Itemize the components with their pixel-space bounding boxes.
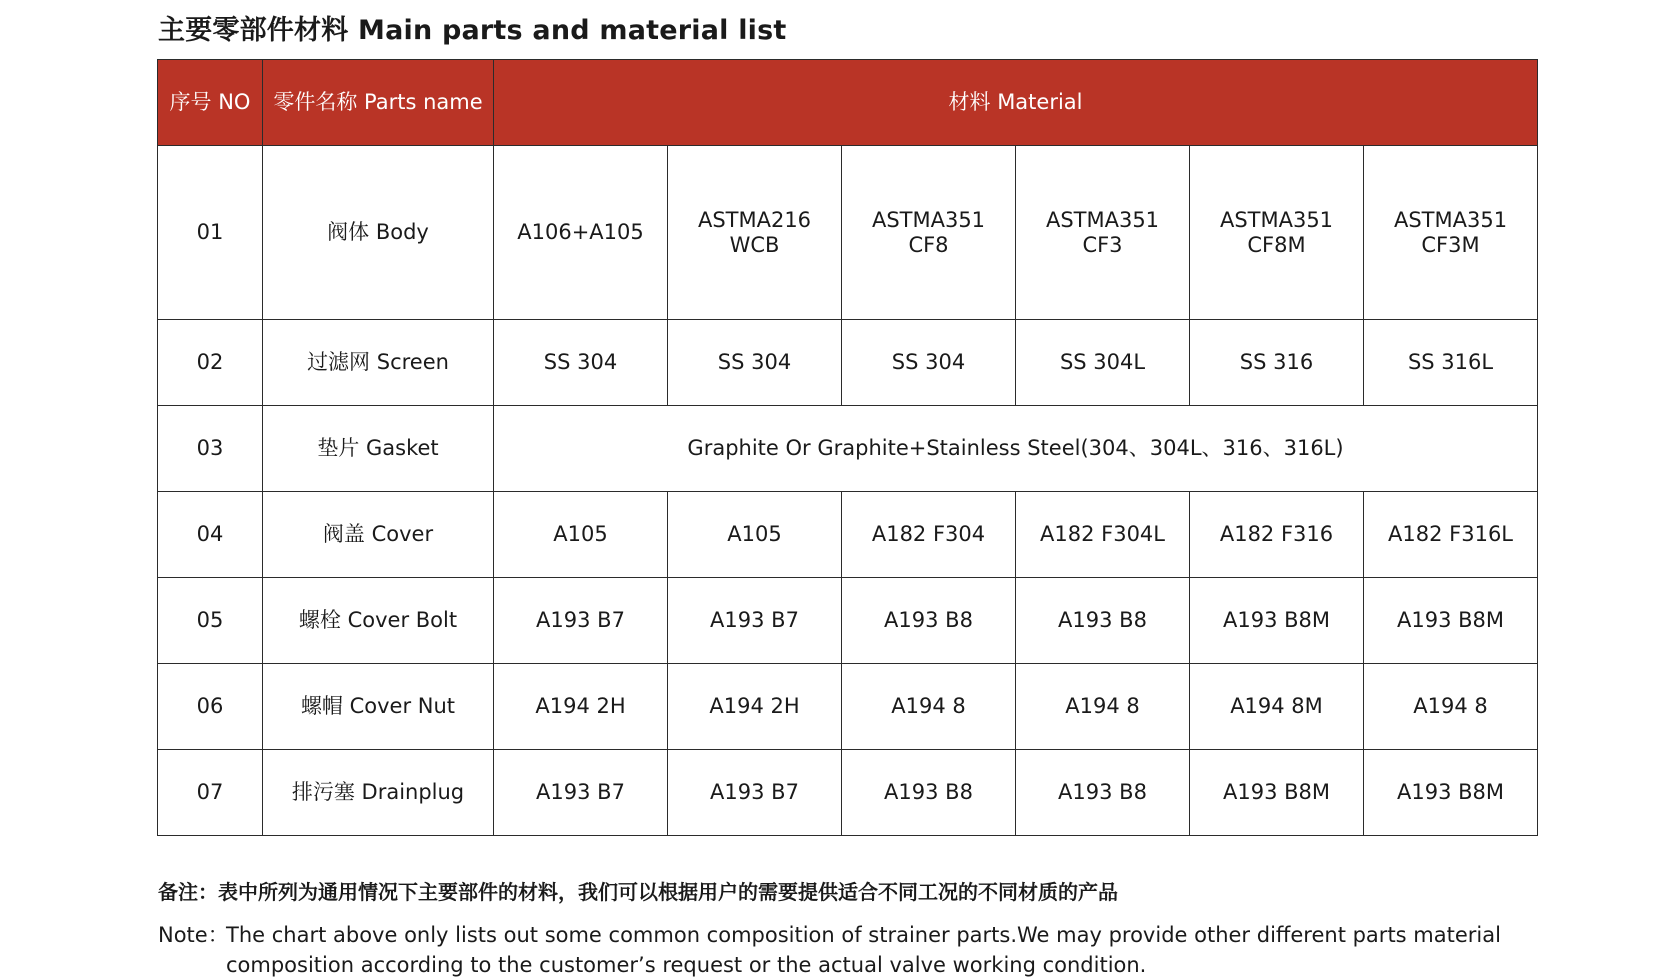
material-line: ASTMA351 xyxy=(1219,207,1334,232)
material-cell xyxy=(668,146,842,320)
material-cell xyxy=(1016,146,1190,320)
material-line: ASTMA351 xyxy=(1045,207,1160,232)
material-line: WCB xyxy=(729,232,780,257)
material-cell: A194 8 xyxy=(1364,664,1538,750)
row-part-name: 阀体 Body xyxy=(263,146,494,320)
material-cell: A193 B8M xyxy=(1190,578,1364,664)
material-cell: A193 B7 xyxy=(668,750,842,836)
material-merged-cell: Graphite Or Graphite+Stainless Steel(304、304L、316、316L) xyxy=(494,406,1538,492)
table-row xyxy=(158,578,1538,664)
material-cell: A182 F304 xyxy=(842,492,1016,578)
material-line: CF8 xyxy=(908,232,949,257)
material-cell: A182 F316L xyxy=(1364,492,1538,578)
note-line-1: The chart above only lists out some common composition of strainer parts.We may provide other different parts material xyxy=(226,923,1501,947)
material-cell xyxy=(842,146,1016,320)
material-cell: A182 F316 xyxy=(1190,492,1364,578)
material-cell: SS 304 xyxy=(668,320,842,406)
material-cell: A193 B8 xyxy=(842,750,1016,836)
material-line: CF8M xyxy=(1247,232,1306,257)
note-line-2: composition according to the customer’s request or the actual valve working condition. xyxy=(226,953,1147,977)
row-no: 03 xyxy=(158,406,263,492)
header-parts-name: 零件名称 Parts name xyxy=(263,60,494,146)
note-label: Note： xyxy=(158,923,229,947)
row-part-name: 螺帽 Cover Nut xyxy=(263,664,494,750)
material-cell: A194 8 xyxy=(842,664,1016,750)
material-cell xyxy=(1190,146,1364,320)
material-line: ASTMA216 xyxy=(697,207,812,232)
row-part-name: 螺栓 Cover Bolt xyxy=(263,578,494,664)
material-cell: A106+A105 xyxy=(494,146,668,320)
material-cell: A182 F304L xyxy=(1016,492,1190,578)
table-row xyxy=(158,406,1538,492)
material-cell: A105 xyxy=(494,492,668,578)
material-cell xyxy=(1364,146,1538,320)
material-cell: A193 B8 xyxy=(842,578,1016,664)
table-row xyxy=(158,750,1538,836)
row-part-name: 排污塞 Drainplug xyxy=(263,750,494,836)
row-part-name: 垫片 Gasket xyxy=(263,406,494,492)
material-line: ASTMA351 xyxy=(871,207,986,232)
row-no: 06 xyxy=(158,664,263,750)
material-cell: A105 xyxy=(668,492,842,578)
header-no: 序号 NO xyxy=(158,60,263,146)
material-cell: A194 8 xyxy=(1016,664,1190,750)
note-english xyxy=(158,920,1501,980)
page-title: 主要零部件材料 Main parts and material list xyxy=(158,15,787,46)
note-chinese: 备注：表中所列为通用情况下主要部件的材料，我们可以根据用户的需要提供适合不同工况的不同材质的产品 xyxy=(158,880,1118,904)
material-cell: SS 304 xyxy=(494,320,668,406)
material-cell: SS 304 xyxy=(842,320,1016,406)
material-cell: A194 2H xyxy=(668,664,842,750)
material-cell: SS 316L xyxy=(1364,320,1538,406)
row-no: 01 xyxy=(158,146,263,320)
table-row xyxy=(158,664,1538,750)
material-cell: A193 B8 xyxy=(1016,750,1190,836)
header-material: 材料 Material xyxy=(494,60,1538,146)
row-part-name: 过滤网 Screen xyxy=(263,320,494,406)
material-line: ASTMA351 xyxy=(1393,207,1508,232)
row-no: 05 xyxy=(158,578,263,664)
row-no: 04 xyxy=(158,492,263,578)
material-cell: A193 B7 xyxy=(494,578,668,664)
row-no: 02 xyxy=(158,320,263,406)
material-line: CF3M xyxy=(1421,232,1480,257)
material-cell: A193 B7 xyxy=(668,578,842,664)
material-cell: A193 B8 xyxy=(1016,578,1190,664)
table-row xyxy=(158,320,1538,406)
table-row xyxy=(158,146,1538,320)
material-cell: A193 B8M xyxy=(1190,750,1364,836)
table-row xyxy=(158,492,1538,578)
materials-table xyxy=(157,59,1538,836)
material-cell: A193 B8M xyxy=(1364,750,1538,836)
material-line: CF3 xyxy=(1082,232,1123,257)
material-cell: A193 B8M xyxy=(1364,578,1538,664)
row-no: 07 xyxy=(158,750,263,836)
material-cell: SS 316 xyxy=(1190,320,1364,406)
material-cell: A194 8M xyxy=(1190,664,1364,750)
material-cell: A193 B7 xyxy=(494,750,668,836)
material-cell: SS 304L xyxy=(1016,320,1190,406)
material-cell: A194 2H xyxy=(494,664,668,750)
table-header-row xyxy=(158,60,1538,146)
row-part-name: 阀盖 Cover xyxy=(263,492,494,578)
